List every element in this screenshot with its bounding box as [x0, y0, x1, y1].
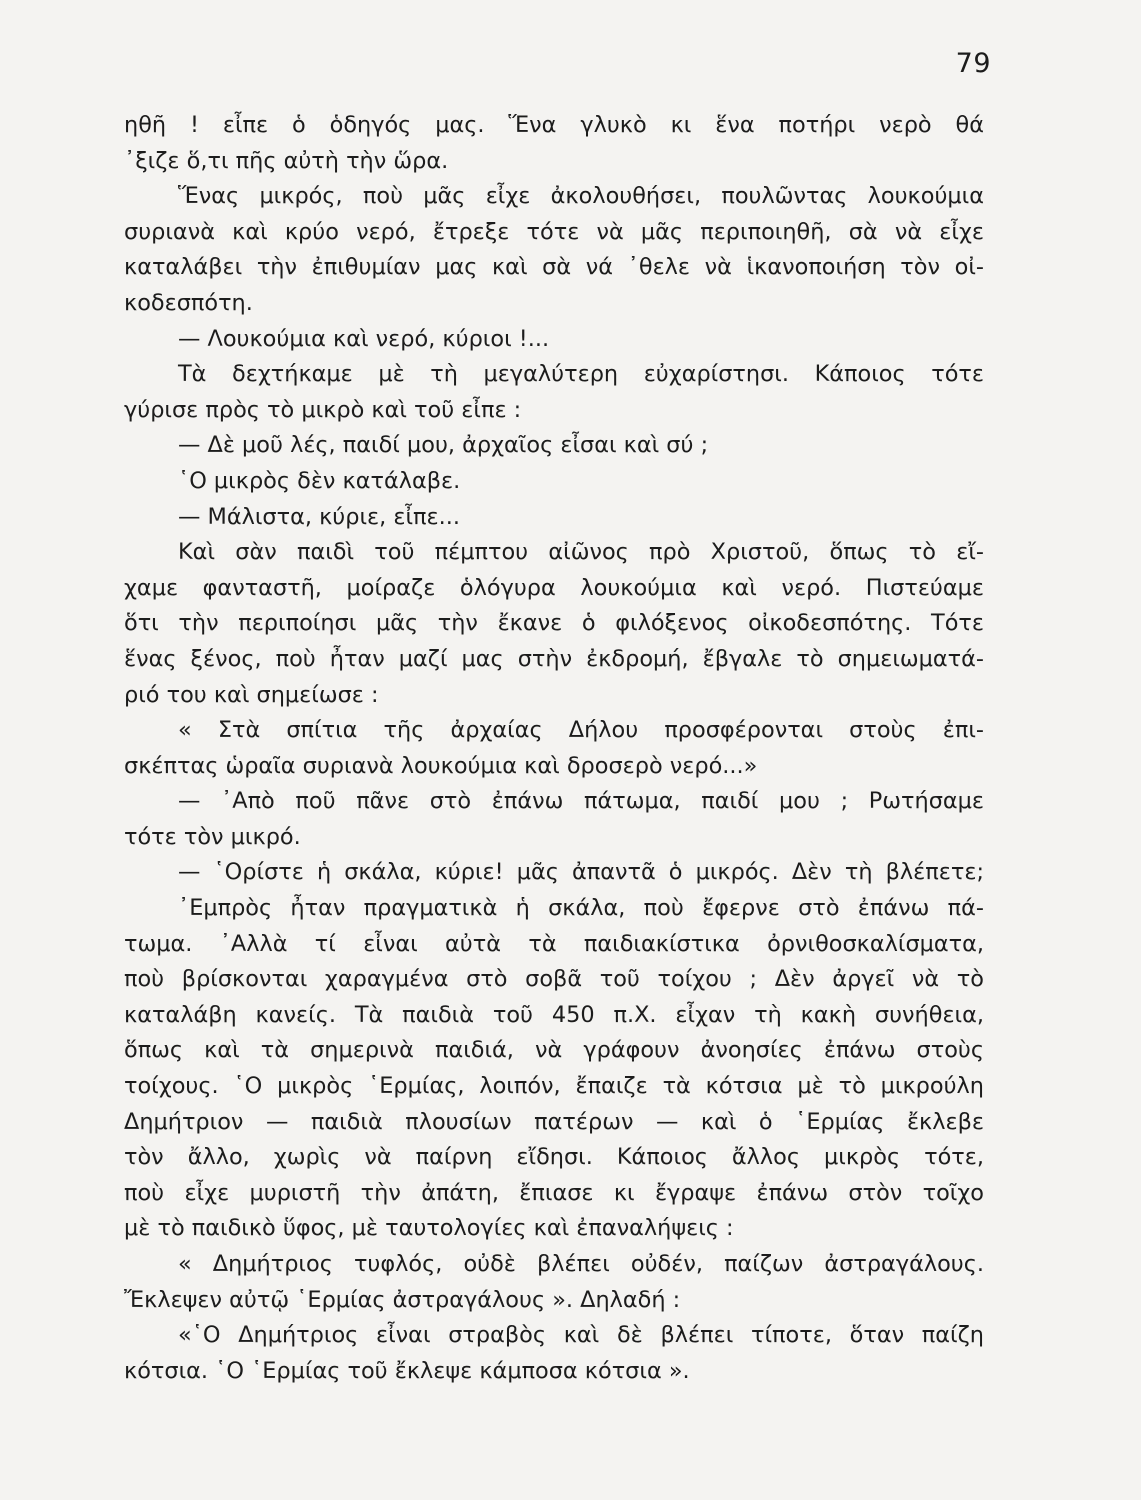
text-line: τωμα. ᾿Αλλὰ τί εἶναι αὐτὰ τὰ παιδιακίστικα ὀρνιθοσκαλίσματα,	[124, 930, 984, 957]
dialogue-line: — ᾿Απὸ ποῦ πᾶνε στὸ ἐπάνω πάτωμα, παιδί μου ; Ρωτήσαμε	[178, 788, 984, 815]
text-line: Τὰ δεχτήκαμε μὲ τὴ μεγαλύτερη εὐχαρίστησι. Κάποιος τότε	[178, 361, 984, 388]
text-line: ᾿ξιζε ὅ,τι πῆς αὐτὴ τὴν ὥρα.	[124, 147, 449, 174]
dialogue-line: — ῾Ορίστε ἡ σκάλα, κύριε! μᾶς ἀπαντᾶ ὁ μικρός. Δὲν τὴ βλέπετε;	[178, 859, 984, 886]
text-line: ᾿Εμπρὸς ἦταν πραγματικὰ ἡ σκάλα, ποὺ ἔφερνε στὸ ἐπάνω πά-	[178, 895, 984, 922]
text-line: χαμε φανταστῆ, μοίραζε ὁλόγυρα λουκούμια καὶ νερό. Πιστεύαμε	[124, 574, 984, 601]
text-line: ριό του καὶ σημείωσε :	[124, 681, 379, 708]
text-line: μὲ τὸ παιδικὸ ὕφος, μὲ ταυτολογίες καὶ ἐπαναλήψεις :	[124, 1215, 734, 1242]
page-number: 79	[955, 48, 991, 79]
text-line: ὅτι τὴν περιποίησι μᾶς τὴν ἔκανε ὁ φιλόξενος οἰκοδεσπότης. Τότε	[124, 610, 984, 637]
text-line: συριανὰ καὶ κρύο νερό, ἔτρεξε τότε νὰ μᾶς περιποιηθῆ, σὰ νὰ εἶχε	[124, 218, 984, 245]
text-line: ποὺ εἶχε μυριστῆ τὴν ἀπάτη, ἔπιασε κι ἔγραψε ἐπάνω στὸν τοῖχο	[124, 1179, 984, 1206]
text-line: ηθῆ ! εἶπε ὁ ὁδηγός μας. Ἕνα γλυκὸ κι ἕνα ποτήρι νερὸ θά	[124, 112, 984, 138]
inscription-line: « Δημήτριος τυφλός, οὐδὲ βλέπει οὐδέν, παίζων ἀστραγάλους.	[178, 1251, 984, 1277]
text-line: τότε τὸν μικρό.	[124, 823, 301, 850]
text-line: ὅπως καὶ τὰ σημερινὰ παιδιά, νὰ γράφουν ἀνοησίες ἐπάνω στοὺς	[124, 1037, 984, 1064]
inscription-line: Ἔκλεψεν αὐτῷ ῾Ερμίας ἀστραγάλους ». Δηλαδή :	[124, 1286, 681, 1313]
quote-line: « Στὰ σπίτια τῆς ἀρχαίας Δήλου προσφέρονται στοὺς ἐπι-	[178, 717, 984, 744]
text-line: Δημήτριον — παιδιὰ πλουσίων πατέρων — καὶ ὁ ῾Ερμίας ἔκλεβε	[124, 1108, 984, 1135]
text-line: ποὺ βρίσκονται χαραγμένα στὸ σοβᾶ τοῦ τοίχου ; Δὲν ἀργεῖ νὰ τὸ	[124, 966, 984, 993]
text-line: γύρισε πρὸς τὸ μικρὸ καὶ τοῦ εἶπε :	[124, 396, 522, 423]
translation-line: «῾Ο Δημήτριος εἶναι στραβὸς καὶ δὲ βλέπει τίποτε, ὅταν παίζη	[178, 1322, 984, 1349]
text-line: Ἕνας μικρός, ποὺ μᾶς εἶχε ἀκολουθήσει, πουλῶντας λουκούμια	[178, 183, 984, 210]
quote-line: σκέπτας ὡραῖα συριανὰ λουκούμια καὶ δροσερὸ νερό...»	[124, 752, 758, 779]
dialogue-line: — Μάλιστα, κύριε, εἶπε...	[178, 503, 460, 530]
text-line: τοίχους. ῾Ο μικρὸς ῾Ερμίας, λοιπόν, ἔπαιζε τὰ κότσια μὲ τὸ μικρούλη	[124, 1073, 984, 1100]
dialogue-line: — Δὲ μοῦ λές, παιδί μου, ἀρχαῖος εἶσαι καὶ σύ ;	[178, 432, 709, 459]
body-text	[124, 108, 984, 1389]
text-line: ἕνας ξένος, ποὺ ἦταν μαζί μας στὴν ἐκδρομή, ἔβγαλε τὸ σημειωματά-	[124, 645, 984, 672]
dialogue-line: — Λουκούμια καὶ νερό, κύριοι !...	[178, 325, 550, 352]
text-line: καταλάβη κανείς. Τὰ παιδιὰ τοῦ 450 π.Χ. εἶχαν τὴ κακὴ συνήθεια,	[124, 1001, 984, 1028]
text-line: καταλάβει τὴν ἐπιθυμίαν μας καὶ σὰ νά ᾿θελε νὰ ἱκανοποιήση τὸν οἰ-	[124, 254, 984, 281]
text-line: τὸν ἄλλο, χωρὶς νὰ παίρνη εἴδησι. Κάποιος ἄλλος μικρὸς τότε,	[124, 1144, 984, 1171]
text-line: ῾Ο μικρὸς δὲν κατάλαβε.	[178, 467, 461, 494]
translation-line: κότσια. ῾Ο ῾Ερμίας τοῦ ἔκλεψε κάμποσα κότσια ».	[124, 1357, 690, 1384]
text-line: κοδεσπότη.	[124, 289, 253, 316]
text-line: Καὶ σὰν παιδὶ τοῦ πέμπτου αἰῶνος πρὸ Χριστοῦ, ὅπως τὸ εἴ-	[178, 539, 984, 566]
